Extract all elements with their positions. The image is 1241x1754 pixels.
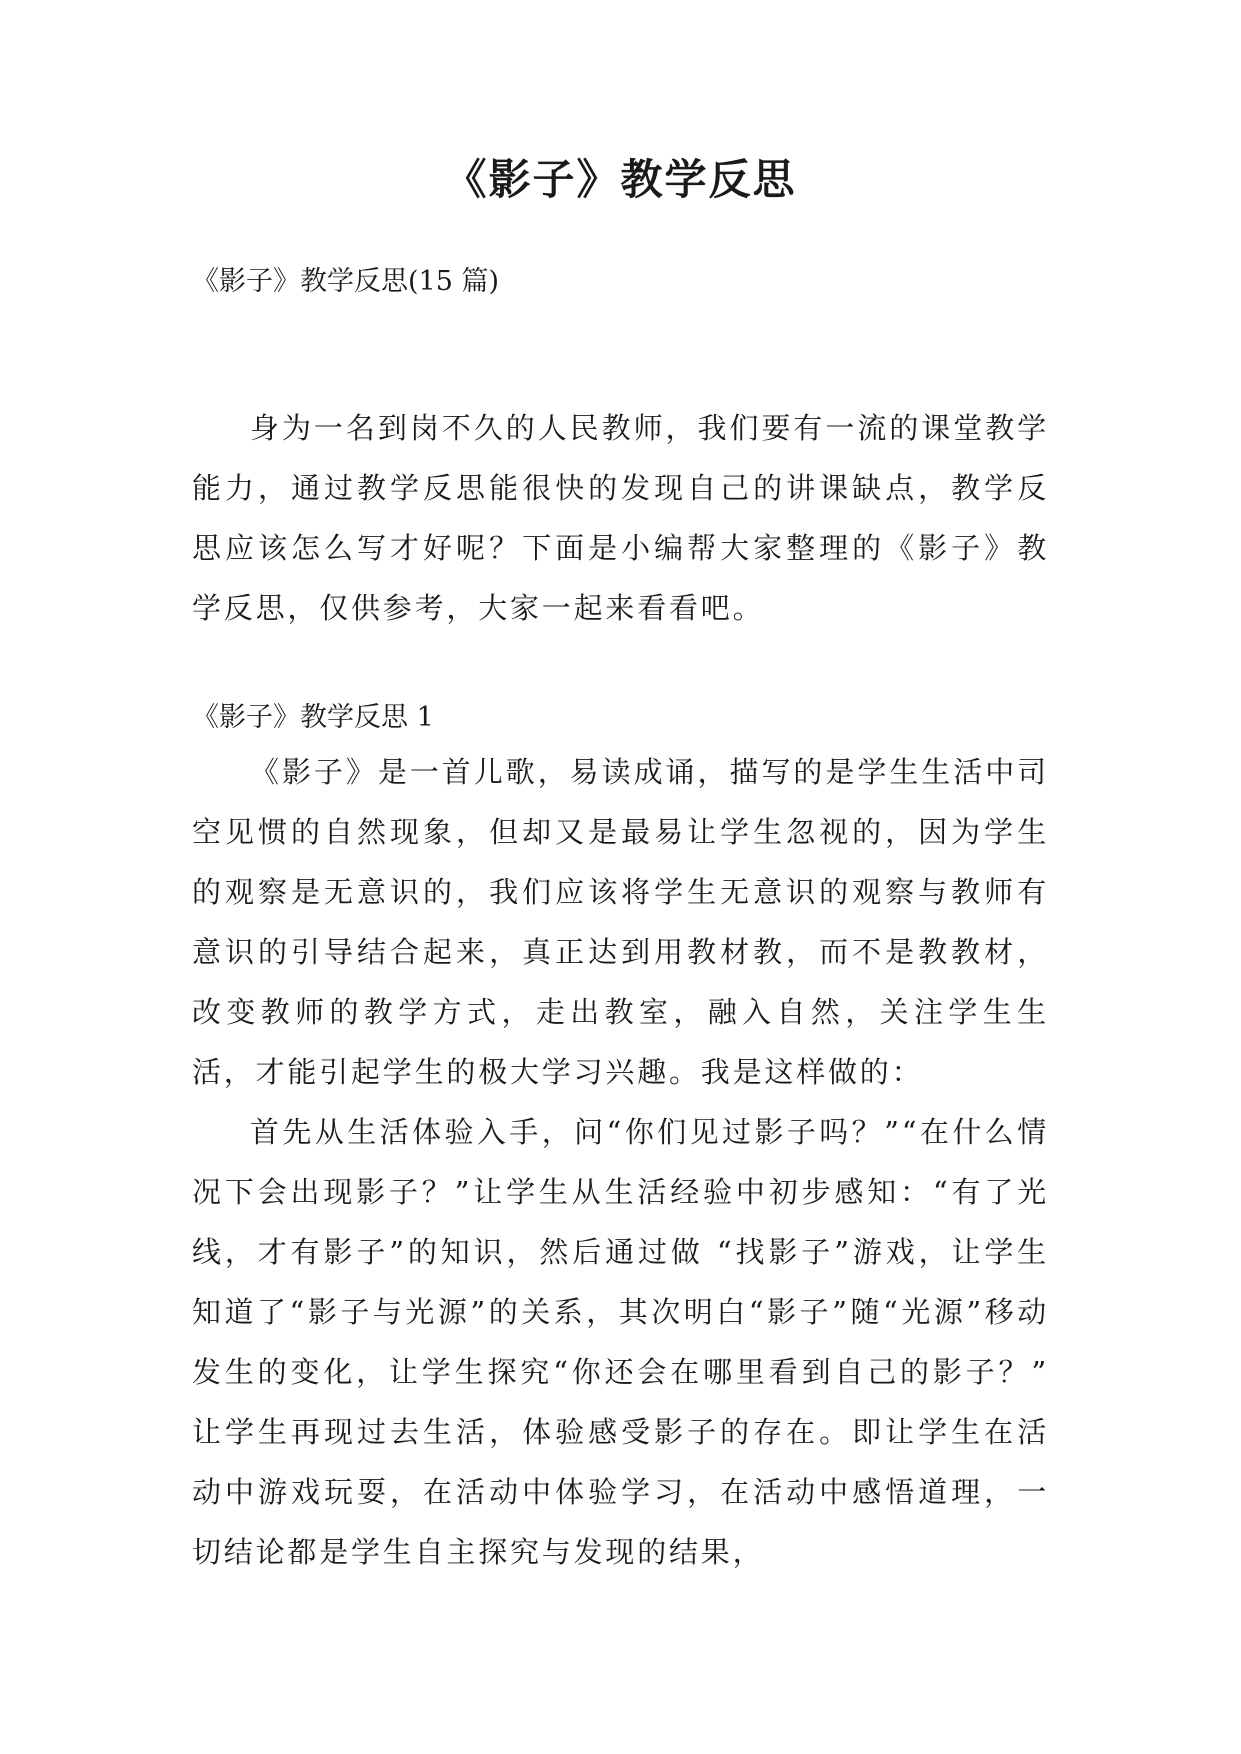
document-subtitle: 《影子》教学反思(15 篇) (192, 266, 500, 297)
intro-block (192, 398, 1049, 638)
body-paragraph: 《影子》是一首儿歌，易读成诵，描写的是学生生活中司空见惯的自然现象，但却又是最易让学生忽视的，因为学生的观察是无意识的，我们应该将学生无意识的观察与教师有意识的引导结合起来，真正达到用教材教，而不是教教材，改变教师的教学方式，走出教室，融入自然，关注学生生活，才能引起学生的极大学习兴趣。我是这样做的： (192, 755, 1049, 1089)
document-title: 《影子》教学反思 (444, 155, 797, 204)
intro-paragraph: 身为一名到岗不久的人民教师，我们要有一流的课堂教学能力，通过教学反思能很快的发现自己的讲课缺点，教学反思应该怎么写才好呢？下面是小编帮大家整理的《影子》教学反思，仅供参考，大家一起来看看吧。 (192, 411, 1049, 625)
section-body (192, 742, 1049, 1582)
section-heading: 《影子》教学反思 1 (192, 702, 434, 733)
body-paragraph: 首先从生活体验入手，问“你们见过影子吗？”“在什么情况下会出现影子？”让学生从生活经验中初步感知：“有了光线，才有影子”的知识，然后通过做 “找影子”游戏，让学生知道了“影子与光源”的关系，其次明白“影子”随“光源”移动发生的变化，让学生探究“你还会在哪里看到自己的影子？” 让学生再现过去生活，体验感受影子的存在。即让学生在活动中游戏玩耍，在活动中体验学习，在活动中感悟道理，一切结论都是学生自主探究与发现的结果， (192, 1115, 1049, 1569)
